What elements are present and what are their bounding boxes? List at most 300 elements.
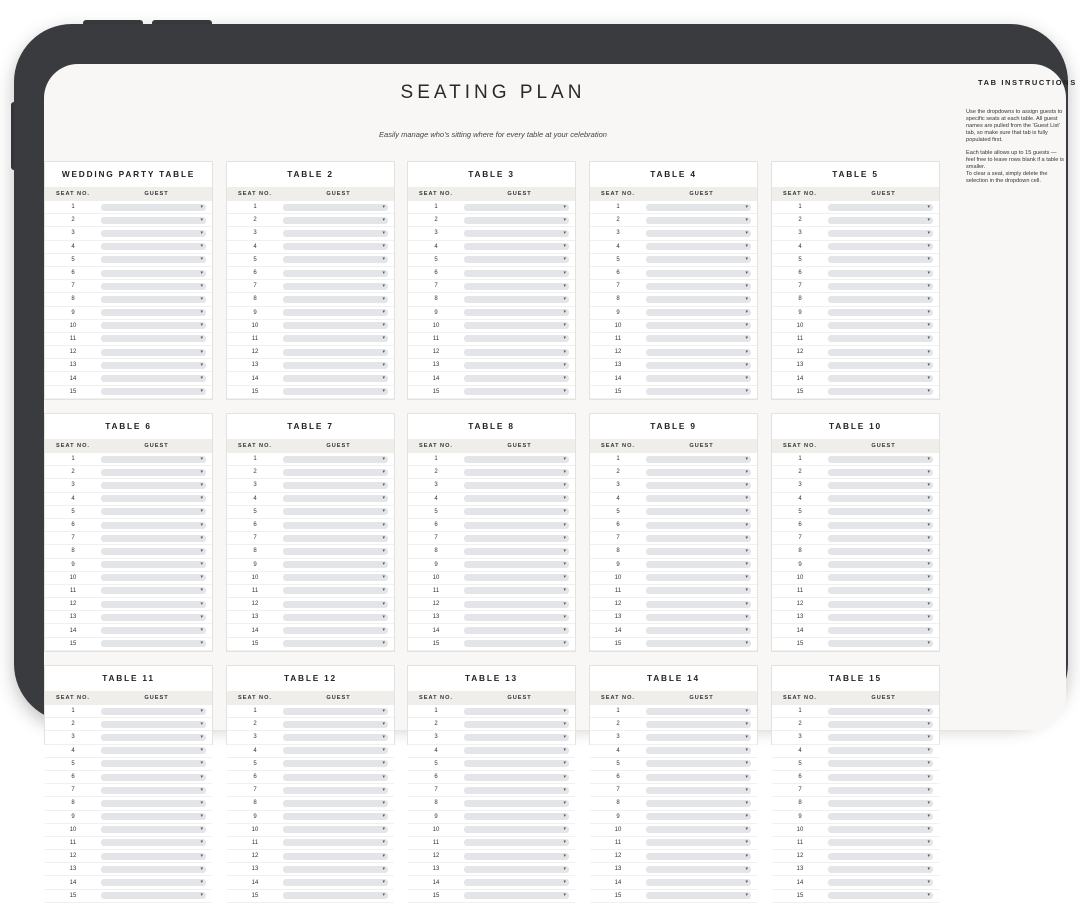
- guest-dropdown[interactable]: [101, 456, 206, 463]
- guest-dropdown[interactable]: [283, 892, 388, 899]
- guest-dropdown[interactable]: [828, 388, 933, 395]
- guest-dropdown[interactable]: [101, 853, 206, 860]
- caret-down-icon: ▾: [200, 216, 203, 223]
- guest-dropdown[interactable]: [464, 892, 569, 899]
- guest-dropdown[interactable]: [464, 375, 569, 382]
- guest-dropdown[interactable]: [283, 826, 388, 833]
- guest-dropdown[interactable]: [646, 482, 751, 489]
- caret-down-icon: ▾: [563, 826, 566, 833]
- guest-dropdown[interactable]: [828, 469, 933, 476]
- guest-dropdown[interactable]: [464, 362, 569, 369]
- guest-dropdown[interactable]: [283, 734, 388, 741]
- guest-dropdown[interactable]: [283, 495, 388, 502]
- caret-down-icon: ▾: [382, 388, 385, 395]
- guest-dropdown[interactable]: [828, 296, 933, 303]
- guest-dropdown[interactable]: [101, 614, 206, 621]
- guest-dropdown[interactable]: [101, 362, 206, 369]
- guest-dropdown[interactable]: [828, 309, 933, 316]
- guest-dropdown[interactable]: [101, 601, 206, 608]
- guest-dropdown[interactable]: [646, 627, 751, 634]
- seat-row: [227, 784, 394, 797]
- guest-dropdown[interactable]: [646, 561, 751, 568]
- seat-number: 14: [251, 375, 259, 382]
- guest-dropdown[interactable]: [828, 495, 933, 502]
- guest-dropdown[interactable]: [101, 640, 206, 647]
- guest-dropdown[interactable]: [101, 535, 206, 542]
- guest-dropdown[interactable]: [646, 204, 751, 211]
- guest-dropdown[interactable]: [464, 574, 569, 581]
- guest-dropdown[interactable]: [283, 787, 388, 794]
- guest-dropdown[interactable]: [101, 708, 206, 715]
- guest-dropdown[interactable]: [101, 574, 206, 581]
- guest-dropdown[interactable]: [828, 800, 933, 807]
- guest-dropdown[interactable]: [646, 243, 751, 250]
- guest-dropdown[interactable]: [464, 787, 569, 794]
- guest-dropdown[interactable]: [101, 522, 206, 529]
- guest-dropdown[interactable]: [828, 760, 933, 767]
- caret-down-icon: ▾: [200, 799, 203, 806]
- seat-number: 14: [69, 627, 77, 634]
- guest-dropdown[interactable]: [283, 760, 388, 767]
- guest-dropdown[interactable]: [828, 574, 933, 581]
- seat-row: [590, 307, 757, 320]
- seat-row: [45, 333, 212, 346]
- table-title: TABLE 4: [650, 169, 697, 179]
- guest-dropdown[interactable]: [646, 388, 751, 395]
- caret-down-icon: ▾: [563, 574, 566, 581]
- caret-down-icon: ▾: [927, 720, 930, 727]
- caret-down-icon: ▾: [927, 613, 930, 620]
- guest-dropdown[interactable]: [101, 800, 206, 807]
- guest-dropdown[interactable]: [283, 800, 388, 807]
- guest-dropdown[interactable]: [101, 256, 206, 263]
- seat-row: [45, 784, 212, 797]
- guest-dropdown[interactable]: [464, 456, 569, 463]
- guest-dropdown[interactable]: [464, 587, 569, 594]
- guest-dropdown[interactable]: [646, 892, 751, 899]
- guest-dropdown[interactable]: [464, 853, 569, 860]
- guest-dropdown[interactable]: [828, 721, 933, 728]
- guest-dropdown[interactable]: [283, 574, 388, 581]
- guest-dropdown[interactable]: [101, 892, 206, 899]
- guest-dropdown[interactable]: [646, 335, 751, 342]
- caret-down-icon: ▾: [200, 348, 203, 355]
- guest-dropdown[interactable]: [828, 375, 933, 382]
- guest-dropdown[interactable]: [464, 601, 569, 608]
- guest-dropdown[interactable]: [283, 721, 388, 728]
- seat-number: 3: [798, 482, 802, 489]
- seat-row: [408, 559, 575, 572]
- guest-dropdown[interactable]: [101, 322, 206, 329]
- guest-dropdown[interactable]: [283, 839, 388, 846]
- guest-dropdown[interactable]: [646, 721, 751, 728]
- guest-dropdown[interactable]: [101, 375, 206, 382]
- guest-dropdown[interactable]: [101, 296, 206, 303]
- guest-dropdown[interactable]: [646, 853, 751, 860]
- caret-down-icon: ▾: [745, 375, 748, 382]
- guest-dropdown[interactable]: [646, 839, 751, 846]
- guest-dropdown[interactable]: [464, 640, 569, 647]
- guest-dropdown[interactable]: [464, 469, 569, 476]
- seat-number: 7: [616, 535, 620, 542]
- guest-dropdown[interactable]: [464, 627, 569, 634]
- caret-down-icon: ▾: [382, 361, 385, 368]
- guest-dropdown[interactable]: [101, 879, 206, 886]
- guest-dropdown[interactable]: [464, 813, 569, 820]
- guest-dropdown[interactable]: [283, 508, 388, 515]
- guest-dropdown[interactable]: [283, 388, 388, 395]
- guest-dropdown[interactable]: [283, 813, 388, 820]
- guest-dropdown[interactable]: [828, 349, 933, 356]
- guest-dropdown[interactable]: [828, 230, 933, 237]
- guest-dropdown[interactable]: [101, 587, 206, 594]
- seat-number: 7: [798, 283, 802, 290]
- guest-dropdown[interactable]: [828, 813, 933, 820]
- guest-dropdown[interactable]: [646, 283, 751, 290]
- guest-dropdown[interactable]: [464, 721, 569, 728]
- guest-dropdown[interactable]: [646, 601, 751, 608]
- guest-dropdown[interactable]: [828, 601, 933, 608]
- guest-column-header: GUEST: [507, 191, 532, 197]
- guest-dropdown[interactable]: [283, 853, 388, 860]
- guest-dropdown[interactable]: [464, 204, 569, 211]
- guest-dropdown[interactable]: [828, 217, 933, 224]
- guest-dropdown[interactable]: [828, 456, 933, 463]
- seat-number: 12: [614, 349, 622, 356]
- guest-dropdown[interactable]: [464, 243, 569, 250]
- guest-dropdown[interactable]: [464, 826, 569, 833]
- guest-dropdown[interactable]: [464, 866, 569, 873]
- guest-dropdown[interactable]: [646, 774, 751, 781]
- guest-dropdown[interactable]: [101, 283, 206, 290]
- guest-dropdown[interactable]: [101, 813, 206, 820]
- guest-dropdown[interactable]: [464, 747, 569, 754]
- guest-dropdown[interactable]: [283, 747, 388, 754]
- guest-dropdown[interactable]: [828, 839, 933, 846]
- guest-dropdown[interactable]: [828, 548, 933, 555]
- guest-dropdown[interactable]: [101, 627, 206, 634]
- guest-dropdown[interactable]: [646, 495, 751, 502]
- seat-row: [772, 731, 939, 744]
- guest-dropdown[interactable]: [283, 270, 388, 277]
- seat-number: 8: [71, 800, 75, 807]
- guest-dropdown[interactable]: [283, 217, 388, 224]
- guest-dropdown[interactable]: [101, 482, 206, 489]
- guest-dropdown[interactable]: [283, 548, 388, 555]
- guest-dropdown[interactable]: [464, 535, 569, 542]
- guest-dropdown[interactable]: [464, 508, 569, 515]
- guest-dropdown[interactable]: [646, 349, 751, 356]
- seat-number: 6: [71, 774, 75, 781]
- guest-dropdown[interactable]: [828, 787, 933, 794]
- guest-dropdown[interactable]: [283, 296, 388, 303]
- guest-dropdown[interactable]: [464, 522, 569, 529]
- caret-down-icon: ▾: [927, 335, 930, 342]
- guest-dropdown[interactable]: [283, 774, 388, 781]
- seat-number: 7: [616, 787, 620, 794]
- guest-dropdown[interactable]: [464, 495, 569, 502]
- guest-dropdown[interactable]: [646, 614, 751, 621]
- caret-down-icon: ▾: [927, 600, 930, 607]
- guest-dropdown[interactable]: [828, 561, 933, 568]
- seat-row: [227, 359, 394, 372]
- guest-dropdown[interactable]: [646, 747, 751, 754]
- guest-dropdown[interactable]: [464, 309, 569, 316]
- guest-dropdown[interactable]: [464, 283, 569, 290]
- guest-dropdown[interactable]: [101, 243, 206, 250]
- guest-dropdown[interactable]: [646, 760, 751, 767]
- guest-dropdown[interactable]: [828, 627, 933, 634]
- guest-dropdown[interactable]: [283, 640, 388, 647]
- guest-dropdown[interactable]: [646, 256, 751, 263]
- guest-dropdown[interactable]: [283, 587, 388, 594]
- caret-down-icon: ▾: [745, 574, 748, 581]
- seat-row: [772, 241, 939, 254]
- seat-row: [590, 214, 757, 227]
- caret-down-icon: ▾: [927, 322, 930, 329]
- guest-dropdown[interactable]: [101, 774, 206, 781]
- guest-dropdown[interactable]: [828, 482, 933, 489]
- guest-dropdown[interactable]: [464, 800, 569, 807]
- caret-down-icon: ▾: [200, 309, 203, 316]
- guest-dropdown[interactable]: [283, 322, 388, 329]
- seat-number: 1: [798, 456, 802, 463]
- guest-dropdown[interactable]: [464, 217, 569, 224]
- caret-down-icon: ▾: [745, 865, 748, 872]
- guest-dropdown[interactable]: [101, 760, 206, 767]
- table-title: WEDDING PARTY TABLE: [61, 169, 196, 179]
- guest-dropdown[interactable]: [828, 322, 933, 329]
- caret-down-icon: ▾: [382, 468, 385, 475]
- guest-dropdown[interactable]: [101, 349, 206, 356]
- guest-dropdown[interactable]: [101, 734, 206, 741]
- guest-dropdown[interactable]: [101, 826, 206, 833]
- guest-dropdown[interactable]: [646, 708, 751, 715]
- guest-dropdown[interactable]: [828, 892, 933, 899]
- guest-dropdown[interactable]: [646, 362, 751, 369]
- guest-dropdown[interactable]: [646, 866, 751, 873]
- seat-column-header: SEAT NO.: [55, 443, 90, 449]
- guest-dropdown[interactable]: [646, 813, 751, 820]
- caret-down-icon: ▾: [563, 282, 566, 289]
- guest-dropdown[interactable]: [464, 230, 569, 237]
- guest-dropdown[interactable]: [101, 747, 206, 754]
- guest-dropdown[interactable]: [828, 640, 933, 647]
- guest-dropdown[interactable]: [646, 469, 751, 476]
- guest-dropdown[interactable]: [646, 217, 751, 224]
- guest-dropdown[interactable]: [828, 734, 933, 741]
- caret-down-icon: ▾: [200, 574, 203, 581]
- guest-dropdown[interactable]: [646, 800, 751, 807]
- guest-dropdown[interactable]: [101, 270, 206, 277]
- seat-row: [227, 837, 394, 850]
- guest-dropdown[interactable]: [283, 349, 388, 356]
- guest-dropdown[interactable]: [464, 335, 569, 342]
- seat-row: [772, 372, 939, 385]
- caret-down-icon: ▾: [745, 826, 748, 833]
- guest-dropdown[interactable]: [283, 866, 388, 873]
- guest-dropdown[interactable]: [828, 708, 933, 715]
- guest-dropdown[interactable]: [283, 309, 388, 316]
- guest-dropdown[interactable]: [646, 879, 751, 886]
- guest-dropdown[interactable]: [101, 548, 206, 555]
- guest-dropdown[interactable]: [828, 204, 933, 211]
- guest-dropdown[interactable]: [464, 614, 569, 621]
- guest-dropdown[interactable]: [101, 217, 206, 224]
- guest-dropdown[interactable]: [464, 548, 569, 555]
- guest-dropdown[interactable]: [464, 482, 569, 489]
- guest-dropdown[interactable]: [828, 362, 933, 369]
- guest-dropdown[interactable]: [283, 243, 388, 250]
- guest-dropdown[interactable]: [283, 879, 388, 886]
- guest-dropdown[interactable]: [646, 522, 751, 529]
- guest-dropdown[interactable]: [828, 614, 933, 621]
- seat-row: [408, 241, 575, 254]
- guest-dropdown[interactable]: [646, 787, 751, 794]
- guest-dropdown[interactable]: [101, 787, 206, 794]
- guest-dropdown[interactable]: [464, 708, 569, 715]
- guest-dropdown[interactable]: [828, 853, 933, 860]
- guest-dropdown[interactable]: [828, 747, 933, 754]
- guest-dropdown[interactable]: [646, 270, 751, 277]
- guest-dropdown[interactable]: [828, 256, 933, 263]
- guest-dropdown[interactable]: [101, 495, 206, 502]
- guest-dropdown[interactable]: [828, 879, 933, 886]
- guest-dropdown[interactable]: [283, 256, 388, 263]
- guest-dropdown[interactable]: [101, 335, 206, 342]
- seat-number: 2: [798, 469, 802, 476]
- guest-dropdown[interactable]: [464, 760, 569, 767]
- guest-dropdown[interactable]: [828, 508, 933, 515]
- guest-dropdown[interactable]: [828, 587, 933, 594]
- guest-dropdown[interactable]: [646, 230, 751, 237]
- guest-dropdown[interactable]: [101, 469, 206, 476]
- guest-dropdown[interactable]: [283, 335, 388, 342]
- guest-dropdown[interactable]: [101, 388, 206, 395]
- guest-dropdown[interactable]: [283, 561, 388, 568]
- guest-dropdown[interactable]: [283, 469, 388, 476]
- seat-row: [590, 479, 757, 492]
- caret-down-icon: ▾: [927, 547, 930, 554]
- seat-number: 5: [434, 760, 438, 767]
- seat-number: 7: [434, 283, 438, 290]
- guest-dropdown[interactable]: [283, 708, 388, 715]
- guest-dropdown[interactable]: [464, 349, 569, 356]
- guest-dropdown[interactable]: [283, 627, 388, 634]
- seat-row: [45, 705, 212, 718]
- seat-number: 8: [253, 548, 257, 555]
- guest-dropdown[interactable]: [283, 614, 388, 621]
- seat-row: [408, 598, 575, 611]
- guest-dropdown[interactable]: [646, 375, 751, 382]
- caret-down-icon: ▾: [563, 309, 566, 316]
- guest-dropdown[interactable]: [464, 270, 569, 277]
- guest-dropdown[interactable]: [283, 482, 388, 489]
- seat-row: [408, 479, 575, 492]
- guest-dropdown[interactable]: [464, 561, 569, 568]
- guest-dropdown[interactable]: [646, 574, 751, 581]
- seat-row: [408, 506, 575, 519]
- caret-down-icon: ▾: [563, 256, 566, 263]
- guest-dropdown[interactable]: [646, 640, 751, 647]
- guest-dropdown[interactable]: [464, 322, 569, 329]
- guest-dropdown[interactable]: [464, 774, 569, 781]
- guest-dropdown[interactable]: [101, 561, 206, 568]
- guest-dropdown[interactable]: [828, 774, 933, 781]
- guest-dropdown[interactable]: [646, 548, 751, 555]
- seat-number: 7: [71, 283, 75, 290]
- guest-dropdown[interactable]: [283, 456, 388, 463]
- guest-dropdown[interactable]: [101, 204, 206, 211]
- guest-dropdown[interactable]: [101, 839, 206, 846]
- guest-dropdown[interactable]: [464, 256, 569, 263]
- seat-row: [45, 890, 212, 903]
- guest-dropdown[interactable]: [646, 322, 751, 329]
- caret-down-icon: ▾: [382, 852, 385, 859]
- guest-dropdown[interactable]: [646, 734, 751, 741]
- guest-dropdown[interactable]: [828, 866, 933, 873]
- guest-dropdown[interactable]: [283, 362, 388, 369]
- seat-row: [590, 784, 757, 797]
- guest-dropdown[interactable]: [101, 230, 206, 237]
- seat-row: [45, 307, 212, 320]
- guest-dropdown[interactable]: [646, 456, 751, 463]
- guest-dropdown[interactable]: [646, 826, 751, 833]
- guest-dropdown[interactable]: [828, 243, 933, 250]
- guest-dropdown[interactable]: [464, 879, 569, 886]
- guest-dropdown[interactable]: [828, 535, 933, 542]
- guest-dropdown[interactable]: [101, 309, 206, 316]
- guest-dropdown[interactable]: [101, 508, 206, 515]
- guest-dropdown[interactable]: [646, 587, 751, 594]
- guest-dropdown[interactable]: [464, 388, 569, 395]
- guest-dropdown[interactable]: [464, 296, 569, 303]
- caret-down-icon: ▾: [927, 282, 930, 289]
- guest-dropdown[interactable]: [828, 270, 933, 277]
- guest-dropdown[interactable]: [283, 375, 388, 382]
- seat-row: [227, 267, 394, 280]
- guest-dropdown[interactable]: [646, 309, 751, 316]
- seat-row: [772, 585, 939, 598]
- seat-row: [45, 758, 212, 771]
- guest-dropdown[interactable]: [283, 601, 388, 608]
- guest-dropdown[interactable]: [101, 866, 206, 873]
- guest-dropdown[interactable]: [828, 522, 933, 529]
- guest-dropdown[interactable]: [283, 204, 388, 211]
- caret-down-icon: ▾: [927, 388, 930, 395]
- guest-dropdown[interactable]: [283, 522, 388, 529]
- caret-down-icon: ▾: [382, 322, 385, 329]
- guest-dropdown[interactable]: [283, 283, 388, 290]
- seat-number: 5: [616, 508, 620, 515]
- seat-row: [590, 811, 757, 824]
- guest-dropdown[interactable]: [464, 839, 569, 846]
- guest-dropdown[interactable]: [464, 734, 569, 741]
- guest-dropdown[interactable]: [283, 535, 388, 542]
- guest-dropdown[interactable]: [646, 508, 751, 515]
- guest-dropdown[interactable]: [101, 721, 206, 728]
- guest-dropdown[interactable]: [828, 335, 933, 342]
- guest-dropdown[interactable]: [283, 230, 388, 237]
- guest-dropdown[interactable]: [828, 826, 933, 833]
- seat-number: 10: [432, 574, 440, 581]
- guest-dropdown[interactable]: [646, 296, 751, 303]
- seat-row: [45, 453, 212, 466]
- guest-dropdown[interactable]: [646, 535, 751, 542]
- guest-dropdown[interactable]: [828, 283, 933, 290]
- caret-down-icon: ▾: [563, 322, 566, 329]
- caret-down-icon: ▾: [200, 534, 203, 541]
